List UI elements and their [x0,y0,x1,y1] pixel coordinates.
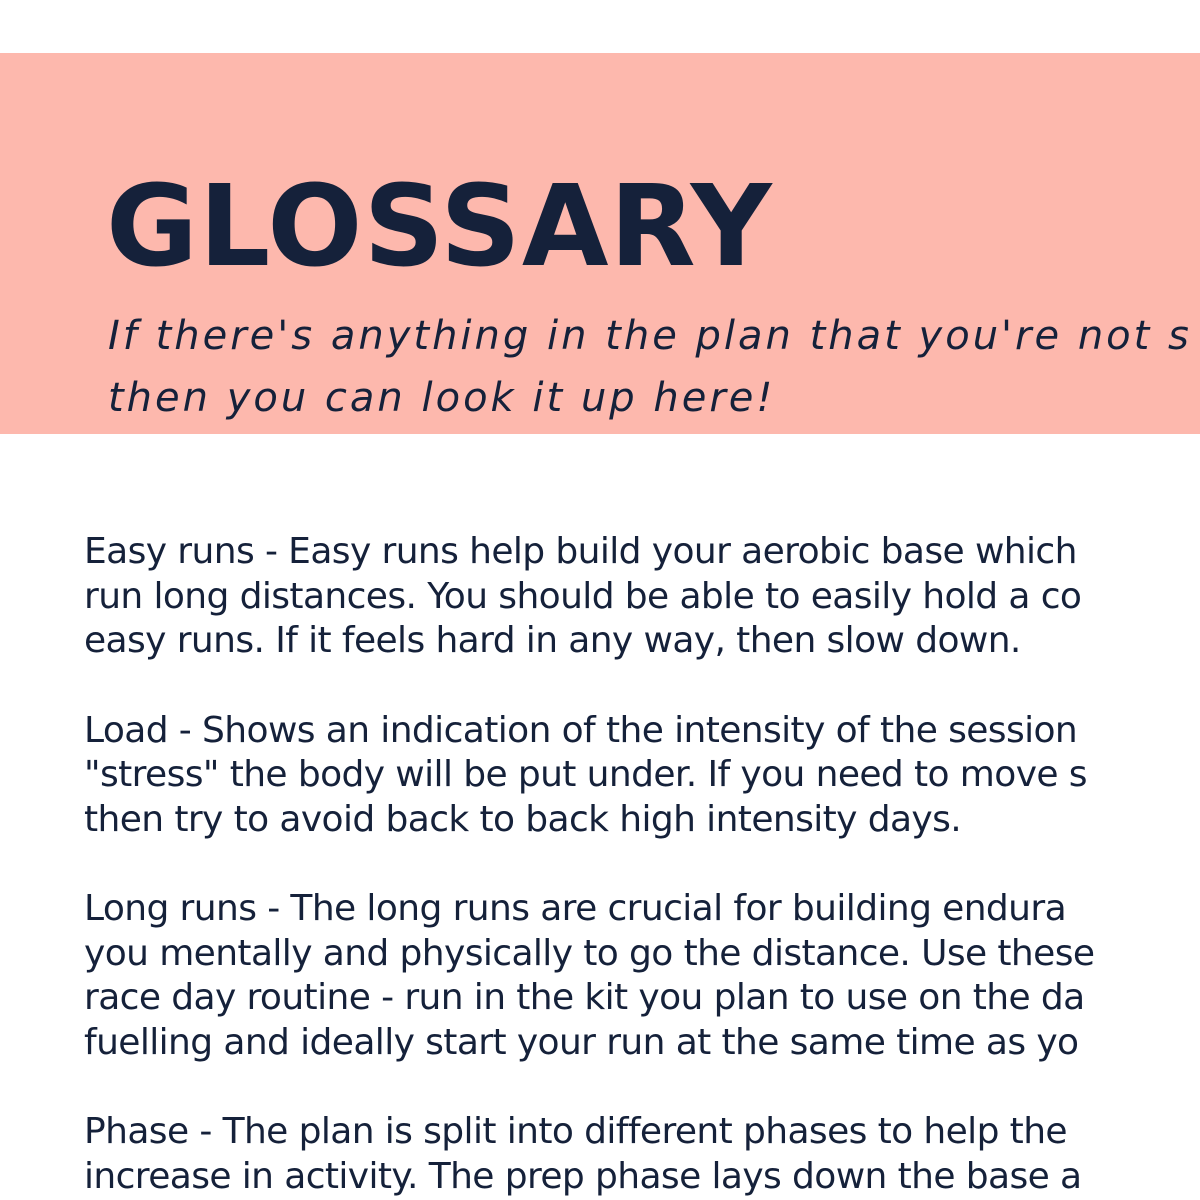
entry-first-line [84,530,1200,575]
glossary-term: Long runs [84,888,257,929]
entry-definition: - The plan is split into different phases to help the [188,1111,1067,1152]
entry-definition-line: fuelling and ideally start your run at the same time as yo [84,1021,1079,1063]
entry-definition: - Shows an indication of the intensity of the session [167,709,1078,751]
entry-first-line [84,887,1200,932]
subtitle-line: then you can look it up here! [108,375,776,421]
glossary-term: Phase [84,1111,189,1152]
entry-definition-line: then try to avoid back to back high intensity days. [84,798,962,840]
entry-first-line [84,709,1200,754]
page-title: GLOSSARY [106,162,773,292]
entry-definition-line: run long distances. You should be able to easily hold a co [84,575,1082,617]
subtitle-line: If there's anything in the plan that you're not s [108,313,1192,359]
glossary-header-banner [0,53,1200,434]
entry-definition-line: increase in activity. The prep phase lays down the base a [84,1155,1082,1197]
glossary-entry-easy-runs [84,530,1200,664]
entry-first-line [84,1110,1200,1155]
entry-definition-line: you mentally and physically to go the distance. Use these [84,932,1095,974]
glossary-term: Easy runs [84,531,255,572]
entry-definition: - Easy runs help build your aerobic base which [254,531,1077,572]
glossary-entry-load [84,709,1200,843]
entry-definition-line: "stress" the body will be put under. If you need to move s [84,754,1087,795]
glossary-entry-phase [84,1110,1200,1199]
glossary-list [84,530,1200,1200]
page-subtitle [108,305,1200,429]
entry-definition-line: easy runs. If it feels hard in any way, then slow down. [84,620,1021,661]
entry-definition-line: race day routine - run in the kit you plan to use on the da [84,977,1085,1018]
glossary-term: Load [84,709,168,751]
entry-definition: - The long runs are crucial for building endura [256,888,1067,929]
glossary-entry-long-runs [84,887,1200,1065]
